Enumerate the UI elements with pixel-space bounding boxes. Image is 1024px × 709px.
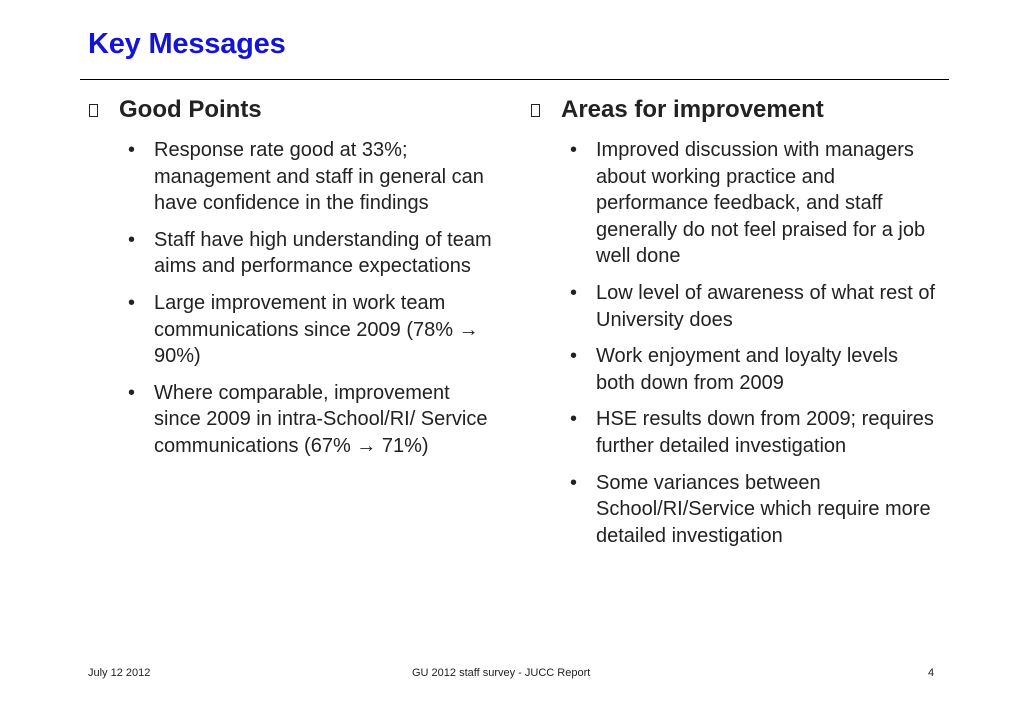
bullet-icon: • [570, 471, 578, 494]
good-points-header [88, 95, 508, 125]
list-item-text: Staff have high understanding of team aims and performance expectations [154, 228, 492, 278]
list-item-text: Low level of awareness of what rest of University does [596, 281, 936, 331]
good-points-list [88, 137, 508, 460]
list-item [128, 137, 496, 217]
list-item [128, 380, 496, 460]
list-item [128, 290, 496, 370]
list-item-text: HSE results down from 2009; requires further detailed investigation [596, 408, 934, 457]
page-number: 4 [928, 667, 935, 679]
footer-date: July 12 2012 [88, 667, 151, 679]
bullet-icon: • [570, 345, 578, 368]
bullet-icon: • [570, 408, 578, 431]
improvement-heading: Areas for improvement [561, 96, 824, 123]
list-item-text: Work enjoyment and loyalty levels both down from 2009 [596, 345, 898, 394]
list-item-text: Large improvement in work team communications since 2009 (78% → 90%) [154, 291, 479, 368]
slide-title: Key Messages [88, 28, 286, 60]
improvement-list [530, 137, 950, 549]
list-item-text: Where comparable, improvement since 2009 in intra-School/RI/ Service communications (67% → 71%) [154, 381, 488, 457]
bullet-icon: • [128, 139, 136, 161]
list-item [128, 227, 496, 280]
square-bullet-icon [89, 104, 98, 117]
bullet-icon: • [128, 291, 136, 314]
footer-title: GU 2012 staff survey - JUCC Report [412, 667, 591, 679]
list-item [570, 406, 938, 459]
square-bullet-icon [531, 104, 540, 117]
bullet-icon: • [570, 281, 578, 304]
list-item [570, 137, 938, 270]
list-item [570, 280, 938, 333]
list-item [570, 470, 938, 550]
bullet-icon: • [570, 139, 578, 161]
bullet-icon: • [128, 381, 136, 404]
list-item-text: Improved discussion with managers about working practice and performance feedback, and staff generally do not feel praised for a job well done [596, 139, 926, 268]
improvement-column [530, 95, 950, 559]
list-item-text: Response rate good at 33%; management and staff in general can have confidence in the findings [154, 139, 484, 215]
improvement-header [530, 95, 950, 125]
list-item [570, 343, 938, 396]
title-divider [80, 79, 949, 80]
bullet-icon: • [128, 228, 136, 251]
list-item-text: Some variances between School/RI/Service which require more detailed investigation [596, 471, 931, 547]
good-points-column [88, 95, 508, 470]
good-points-heading: Good Points [119, 96, 262, 123]
